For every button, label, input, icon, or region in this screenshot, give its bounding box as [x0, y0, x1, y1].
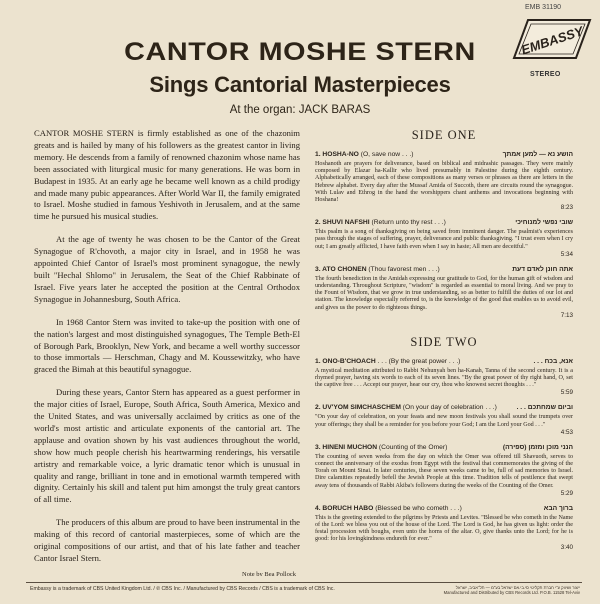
liner-paragraph: CANTOR MOSHE STERN is firmly established as one of the chazonim greats and is hailed by many of his followers as the greatest cantor in living memory. He descends from a family of renowned chazonim whose name has been associated with liturgical music for many generations. He was born in Budapest in 1935. At an early age he became well known as a child prodigy and made many pubic appearances. After World War II, the family emigrated to Israel. Moshe studied in famous Yeshivoth in Jerusalem, and at the same time he pursued his musical studies. [34, 128, 300, 222]
track-duration: 3:40 [560, 543, 573, 551]
track-subtitle: (O, save now . . .) [360, 151, 414, 158]
liner-notes [34, 128, 300, 576]
note-credit: Note by Bea Pollock [242, 570, 296, 576]
album-title: CANTOR MOSHE STERN [124, 38, 476, 66]
track-title: 1. ONO-B'CHOACH [315, 357, 376, 365]
track-description: The counting of seven weeks from the day on which the Omer was offered till Shavuoth, serves to connect the anniversary of the exodus from Egypt with the festival that commemorates the giving of the Torah on Mount Sinai. In later centuries, these seven weeks came to be, full of sad memories to Israel. Dire calamities repeatedly befell the Jewish People at this time. Tradition tells of pestilence that swept away tens of thousands of Rabbi Akiba's followers during the weeks of the Counting of the Omer. [315, 453, 573, 489]
side-one-heading: SIDE ONE [411, 128, 477, 142]
track-item [315, 504, 573, 551]
track-title: 2. SHUVI NAFSHI [315, 219, 370, 227]
track-hebrew-title: ברוך הבא [543, 504, 573, 512]
embassy-logo-text: EMBASSY [519, 23, 586, 58]
track-duration: 7:13 [560, 311, 573, 319]
stereo-label: STEREO [530, 71, 561, 78]
track-hebrew-title: הנני מוכן ומזמן (ספירה) [502, 443, 573, 451]
footer-distribution [352, 585, 580, 595]
track-item [315, 357, 573, 397]
catalog-number: EMB 31190 [525, 4, 562, 11]
track-subtitle: (Return unto thy rest . . .) [371, 219, 446, 227]
liner-paragraph: During these years, Cantor Stern has appeared as a guest performer in the major cities of Israel, Europe, South Africa, South America, Mexico and the United States, and was universally acclaimed by critics as one of the world's most artistic and articulate exponents of the cantorial art. The applause and ovation shown by his vast audiences throughout the world, show how much people cherish his heartwarming renderings, his versatile artistry and remarkable voice, a lyric dramatic tenor which is unusual in quality and range, brilliant in tone and in emotional warmth tempered with dignity. Certainly his skill and talent put him amongst the truly great cantors of all time. [34, 387, 300, 505]
track-item [315, 443, 573, 497]
track-duration: 5:59 [560, 389, 573, 397]
track-item [315, 265, 573, 319]
footer-trademark: Embassy is a trademark of CBS United Kingdom Ltd. / ℗ CBS Inc. / Manufactured by CBS Records / CBS is a trademark of CBS Inc. [30, 586, 335, 592]
album-subtitle: Sings Cantorial Masterpieces [149, 72, 451, 97]
track-duration: 8:23 [560, 204, 573, 212]
track-title: 3. HINENI MUCHON [315, 443, 378, 451]
track-title: 3. ATO CHONEN [315, 265, 367, 273]
track-hebrew-title: שובי נפשי למנוחיכי [515, 219, 573, 227]
track-duration: 5:29 [560, 489, 573, 497]
track-description: This is the greeting extended to the pilgrims by Priests and Levites. "Blessed be who cometh in the Name of the Lord: we bless you out of the house of the Lord. The Lord is God, he has given us light: order the festal procession with boughs, even unto the horns of the altar. O, give thanks unto the Lord; for he is good: for his lovingkindness endureth for ever." [315, 514, 573, 543]
liner-paragraph: At the age of twenty he was chosen to be the Cantor of the Great Synagogue of R'chovoth, a major city in Israel, and in 1958 he was appointed Chief Cantor of Israel's most prominent synagogue, the newly built "Hechal Shlomo" in Jerusalem, the Seat of the Chief Rabbinate of Israel. Five years later he accepted the position at the Central Orthodox Synagogue in Johannesburg, South Africa. [34, 234, 300, 304]
track-subtitle: (Thou favorest men . . .) [368, 265, 440, 273]
track-title: 2. UV'YOM SIMCHASCHEM [315, 404, 401, 412]
track-item [315, 218, 573, 258]
footer-english-line: Manufactured and Distributed by CBS Records Ltd. P.O.B. 11528 Tel-Aviv [443, 590, 580, 595]
track-description: Hoshanoth are prayers for deliverance, based on biblical and midrashic passages. They were mainly composed by Elazar ha-Kallir who lived presumably in Palestine during the eighth century. Alphabetically arranged, each of these compositions as many verses or phrases as there are letters in the Hebrew alphabet. Every day after the Mussaf Amida of Succoth, there are circuits round the synagogue. With Lulav and Ethrog in the hand the worshippers chant anthems and invocations beginning with Hoshana! [315, 161, 573, 204]
track-title: 4. BORUCH HABO [315, 504, 374, 512]
liner-paragraph: The producers of this album are proud to have been instrumental in the making of this record of cantorial masterpieces, some of which are the original compositions of our artist, and that of his late father and teacher Cantor Israel Stern. [34, 517, 300, 563]
organ-credit: At the organ: JACK BARAS [229, 104, 371, 116]
track-hebrew-title: הושע נא — למען אמתך [502, 151, 573, 158]
track-item [315, 150, 573, 211]
track-hebrew-title: אתה חונן לאדם דעת [512, 265, 573, 273]
track-title: 1. HOSHA-NO [315, 151, 359, 158]
track-hebrew-title: אנא, בכח . . . [533, 357, 573, 365]
track-subtitle: . . . (By the great power . . .) [377, 357, 461, 365]
track-duration: 5:34 [560, 250, 573, 258]
track-description: The fourth benediction in the Amidah expressing our gratitude to God, for the human gift of wisdom and understanding. Throughout Scripture, "wisdom" is regarded as essential to moral living. And we pray to the Fount of Wisdom, that we grow in true understanding, so as better to fulfill the duties of our lot and station. The knowledge especially referred to, is the knowledge of the good that enables us to avoid evil, and gives us the power to do righteous things. [315, 275, 573, 311]
track-duration: 4:53 [560, 428, 573, 436]
side-two-heading: SIDE TWO [410, 334, 478, 349]
footer-divider [26, 582, 582, 583]
footer-hebrew-line: ייצור ושיווק ע"י חברת תקליטי סי.בי.אס ישראל בע"מ — תל־אביב, ישראל [455, 585, 580, 590]
track-subtitle: (Blessed be who cometh . . .) [375, 504, 462, 512]
track-description: A mystical meditation attributed to Rabbi Nehunyah ben ha-Kanah, Tanna of the second century. It is a rhymed prayer, having six words to each of its seven lines. "By the great power of thy right hand, O, set the captive free . . . Accept our prayer, hear our cry, thou who knowest secret thoughts . . ." [315, 367, 573, 389]
track-subtitle: (On your day of celebration . . .) [402, 404, 497, 412]
track-hebrew-title: וביום שמחתכם . . . [516, 404, 573, 412]
track-description: "On your day of celebration, on your feasts and new moon festivals you shall sound the trumpets over your offerings; they shall be a reminder for you before your God; I am the Lord your God . . ." [315, 414, 573, 428]
liner-paragraph: In 1968 Cantor Stern was invited to take-up the position with one of the nation's largest and most distinguished synagogues, The Temple Beth-El of Borough Park, Brooklyn, New York, and became a well worthy successor to those immortals — Herschman, Chagy and M. Koussewitzky, who have graced the Bimah at this beautiful synagogue. [34, 316, 300, 375]
track-listing [315, 128, 573, 576]
track-item [315, 403, 573, 435]
track-subtitle: (Counting of the Omer) [378, 443, 448, 451]
track-description: This psalm is a song of thanksgiving on being saved from imminent danger. The psalmist's experiences pass through the stages of suffering, prayer, deliverance and public thanksgiving. "I trust even when I cry out; I am greatly afflicted, I have faith even when I say in haste; All men are deceitful." [315, 229, 573, 250]
